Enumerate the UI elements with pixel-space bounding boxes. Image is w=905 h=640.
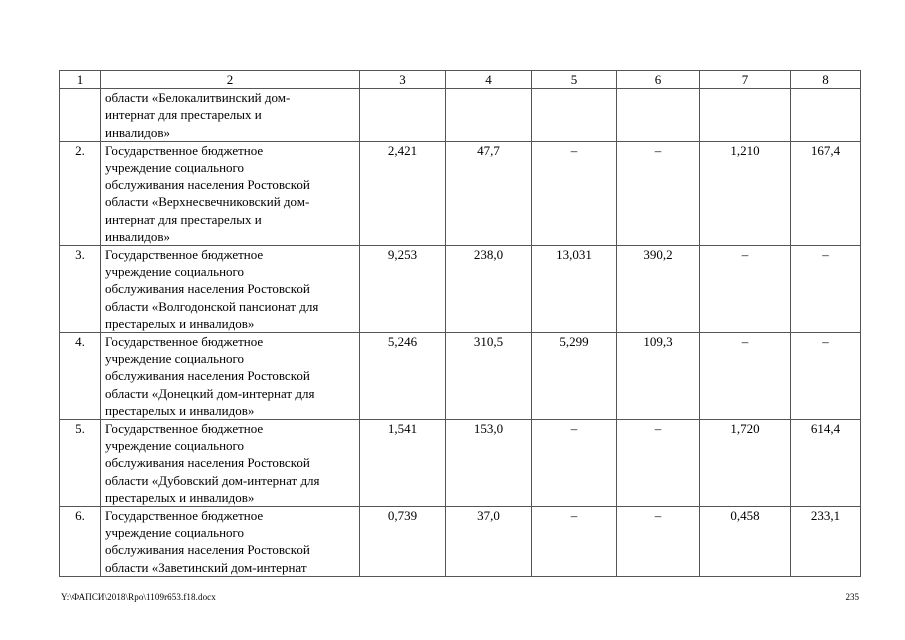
value-cell: 13,031 [532, 246, 617, 333]
name-line: области «Волгодонской пансионат для [105, 298, 319, 314]
header-cell: 7 [700, 71, 791, 89]
value-cell: 233,1 [791, 507, 861, 577]
value-cell: 2,421 [360, 141, 446, 245]
header-cell: 1 [60, 71, 101, 89]
value-cell: 310,5 [446, 333, 532, 420]
institution-name-cell [101, 420, 360, 507]
value-cell: – [791, 246, 861, 333]
table-row [60, 420, 861, 507]
name-line: учреждение социального [105, 351, 245, 367]
row-number-cell: 5. [60, 420, 101, 507]
row-number-cell [60, 89, 101, 142]
value-cell: 1,210 [700, 141, 791, 245]
value-cell: 5,246 [360, 333, 446, 420]
name-line: обслуживания населения Ростовской [105, 281, 310, 297]
institution-name-cell [101, 89, 360, 142]
name-line: области «Дубовский дом-интернат для [105, 472, 320, 488]
name-line: Государственное бюджетное [105, 421, 264, 437]
value-cell: 238,0 [446, 246, 532, 333]
name-line: области «Верхнесвечниковский дом- [105, 194, 310, 210]
institution-name-cell [101, 141, 360, 245]
value-cell: 37,0 [446, 507, 532, 577]
value-cell: 0,739 [360, 507, 446, 577]
name-line: области «Заветинский дом-интернат [105, 559, 307, 575]
table-row [60, 333, 861, 420]
row-number-cell: 4. [60, 333, 101, 420]
institution-name-cell [101, 333, 360, 420]
header-cell: 3 [360, 71, 446, 89]
value-cell: – [532, 141, 617, 245]
value-cell: 109,3 [617, 333, 700, 420]
header-cell: 6 [617, 71, 700, 89]
name-line: Государственное бюджетное [105, 508, 264, 524]
name-line: области «Донецкий дом-интернат для [105, 385, 315, 401]
value-cell: – [532, 420, 617, 507]
value-cell [446, 89, 532, 142]
name-line: престарелых и инвалидов» [105, 402, 255, 418]
name-line: учреждение социального [105, 438, 245, 454]
table-row [60, 507, 861, 577]
name-line: интернат для престарелых и [105, 107, 262, 123]
value-cell: – [791, 333, 861, 420]
name-line: престарелых и инвалидов» [105, 315, 255, 331]
name-line: области «Белокалитвинский дом- [105, 90, 291, 106]
value-cell: 1,720 [700, 420, 791, 507]
value-cell: 5,299 [532, 333, 617, 420]
row-number-cell: 6. [60, 507, 101, 577]
value-cell [700, 89, 791, 142]
row-number-cell: 2. [60, 141, 101, 245]
data-table [59, 70, 861, 577]
value-cell: – [532, 507, 617, 577]
value-cell [617, 89, 700, 142]
name-line: инвалидов» [105, 124, 170, 140]
value-cell: 1,541 [360, 420, 446, 507]
name-line: учреждение социального [105, 160, 245, 176]
name-line: Государственное бюджетное [105, 247, 264, 263]
name-line: обслуживания населения Ростовской [105, 455, 310, 471]
institution-name-cell [101, 246, 360, 333]
value-cell: – [617, 507, 700, 577]
value-cell: 153,0 [446, 420, 532, 507]
value-cell: – [700, 246, 791, 333]
name-line: интернат для престарелых и [105, 211, 262, 227]
name-line: Государственное бюджетное [105, 142, 264, 158]
value-cell [532, 89, 617, 142]
header-cell: 4 [446, 71, 532, 89]
name-line: Государственное бюджетное [105, 334, 264, 350]
value-cell [791, 89, 861, 142]
header-cell: 2 [101, 71, 360, 89]
value-cell: 614,4 [791, 420, 861, 507]
table-row [60, 89, 861, 142]
value-cell: 0,458 [700, 507, 791, 577]
value-cell [360, 89, 446, 142]
header-cell: 5 [532, 71, 617, 89]
header-cell: 8 [791, 71, 861, 89]
page-number: 235 [845, 592, 859, 602]
table-row [60, 141, 861, 245]
row-number-cell: 3. [60, 246, 101, 333]
name-line: учреждение социального [105, 525, 245, 541]
table-header-row [60, 71, 861, 89]
value-cell: – [617, 141, 700, 245]
footer-file-path: Y:\ФАПСИ\2018\Rpo\1109r653.f18.docx [61, 592, 216, 602]
name-line: обслуживания населения Ростовской [105, 542, 310, 558]
value-cell: 390,2 [617, 246, 700, 333]
value-cell: 167,4 [791, 141, 861, 245]
table-row [60, 246, 861, 333]
value-cell: 47,7 [446, 141, 532, 245]
name-line: учреждение социального [105, 264, 245, 280]
name-line: престарелых и инвалидов» [105, 489, 255, 505]
value-cell: 9,253 [360, 246, 446, 333]
name-line: обслуживания населения Ростовской [105, 368, 310, 384]
name-line: обслуживания населения Ростовской [105, 177, 310, 193]
value-cell: – [617, 420, 700, 507]
institution-name-cell [101, 507, 360, 577]
name-line: инвалидов» [105, 228, 170, 244]
value-cell: – [700, 333, 791, 420]
